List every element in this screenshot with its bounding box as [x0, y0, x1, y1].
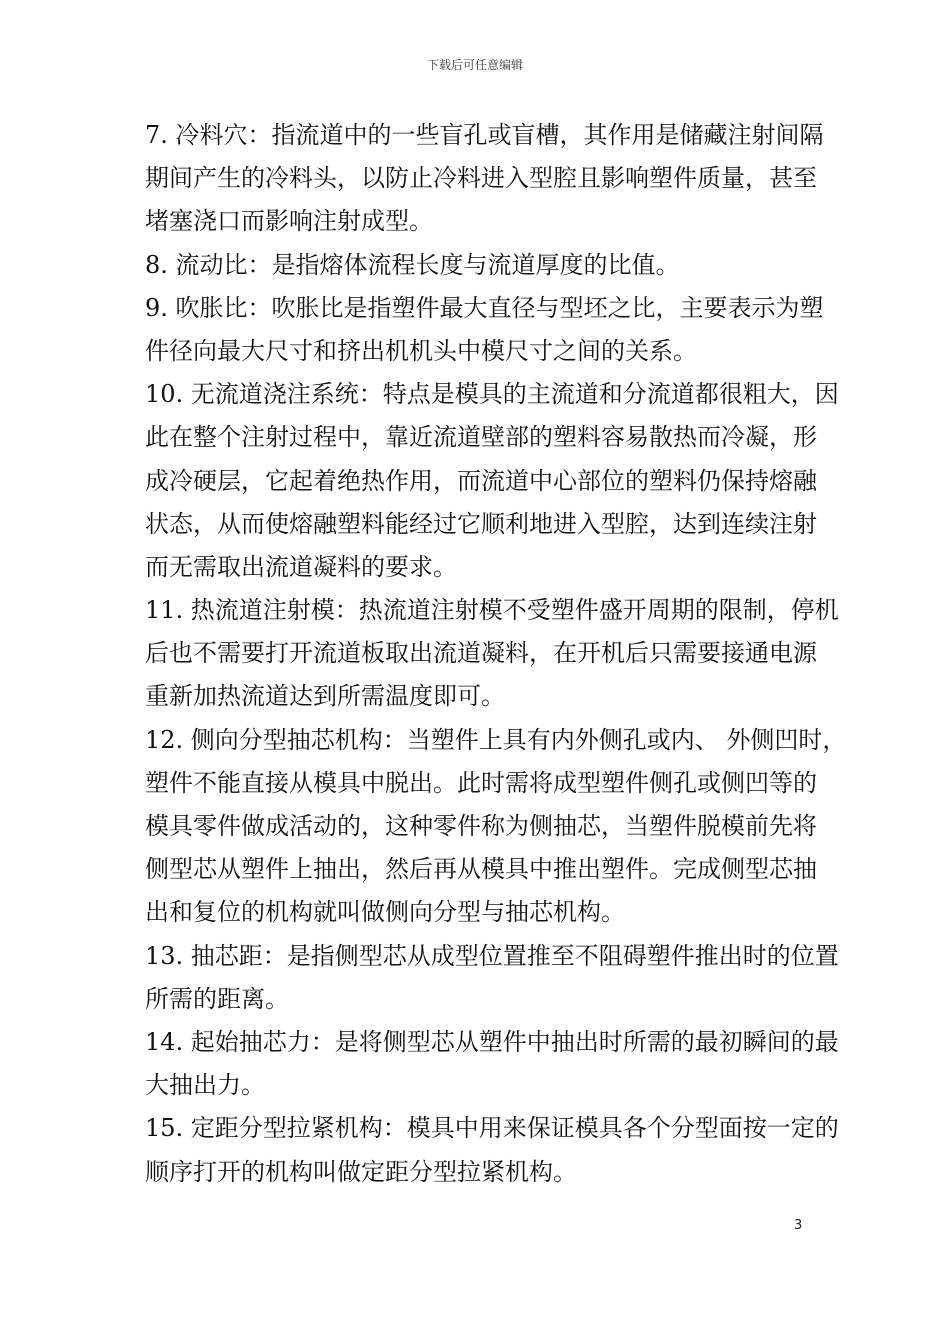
text-line: 模具零件做成活动的，这种零件称为侧抽芯，当塑件脱模前先将: [145, 812, 817, 840]
text-line: 15. 定距分型拉紧机构：模具中用来保证模具各个分型面按一定的: [145, 1114, 839, 1143]
text-line: 后也不需要打开流道板取出流道凝料，在开机后只需要接通电源: [145, 639, 817, 668]
text-line: 成冷硬层，它起着绝热作用，而流道中心部位的塑料仍保持熔融: [145, 466, 817, 495]
page-header: 下载后可任意编辑: [426, 58, 523, 72]
text-line: 期间产生的冷料头，以防止冷料进入型腔且影响塑件质量，甚至: [145, 164, 817, 193]
text-line: 所需的距离。: [145, 984, 289, 1013]
text-line: 10. 无流道浇注系统：特点是模具的主流道和分流道都很粗大，因: [145, 380, 839, 409]
text-line: 7. 冷料穴：指流道中的一些盲孔或盲槽，其作用是储藏注射间隔: [145, 121, 824, 149]
text-line: 出和复位的机构就叫做侧向分型与抽芯机构。: [145, 898, 625, 927]
text-line: 14. 起始抽芯力：是将侧型芯从塑件中抽出时所需的最初瞬间的最: [145, 1027, 839, 1056]
text-line: 11. 热流道注射模：热流道注射模不受塑件盛开周期的限制，停机: [145, 596, 839, 625]
text-line: 而无需取出流道凝料的要求。: [145, 552, 457, 581]
text-line: 塑件不能直接从模具中脱出。此时需将成型塑件侧孔或侧凹等的: [145, 768, 817, 797]
text-line: 12. 侧向分型抽芯机构：当塑件上具有内外侧孔或内、 外侧凹时，: [145, 725, 847, 754]
document-body: [145, 114, 847, 1194]
text-line: 顺序打开的机构叫做定距分型拉紧机构。: [145, 1157, 577, 1186]
text-line: 大抽出力。: [145, 1071, 265, 1100]
text-line: 件径向最大尺寸和挤出机机头中模尺寸之间的关系。: [145, 336, 697, 365]
text-line: 侧型芯从塑件上抽出，然后再从模具中推出塑件。完成侧型芯抽: [145, 855, 817, 884]
text-line: 重新加热流道达到所需温度即可。: [145, 682, 505, 711]
text-line: 此在整个注射过程中，靠近流道壁部的塑料容易散热而冷凝，形: [145, 423, 817, 452]
text-line: 状态，从而使熔融塑料能经过它顺利地进入型腔，达到连续注射: [145, 509, 817, 538]
text-line: 堵塞浇口而影响注射成型。: [145, 207, 433, 236]
text-line: 9. 吹胀比：吹胀比是指塑件最大直径与型坯之比，主要表示为塑: [145, 293, 824, 322]
page-number: 3: [794, 1218, 803, 1233]
text-line: 13. 抽芯距：是指侧型芯从成型位置推至不阻碍塑件推出时的位置: [145, 941, 839, 970]
text-line: 8. 流动比：是指熔体流程长度与流道厚度的比值。: [145, 250, 680, 279]
